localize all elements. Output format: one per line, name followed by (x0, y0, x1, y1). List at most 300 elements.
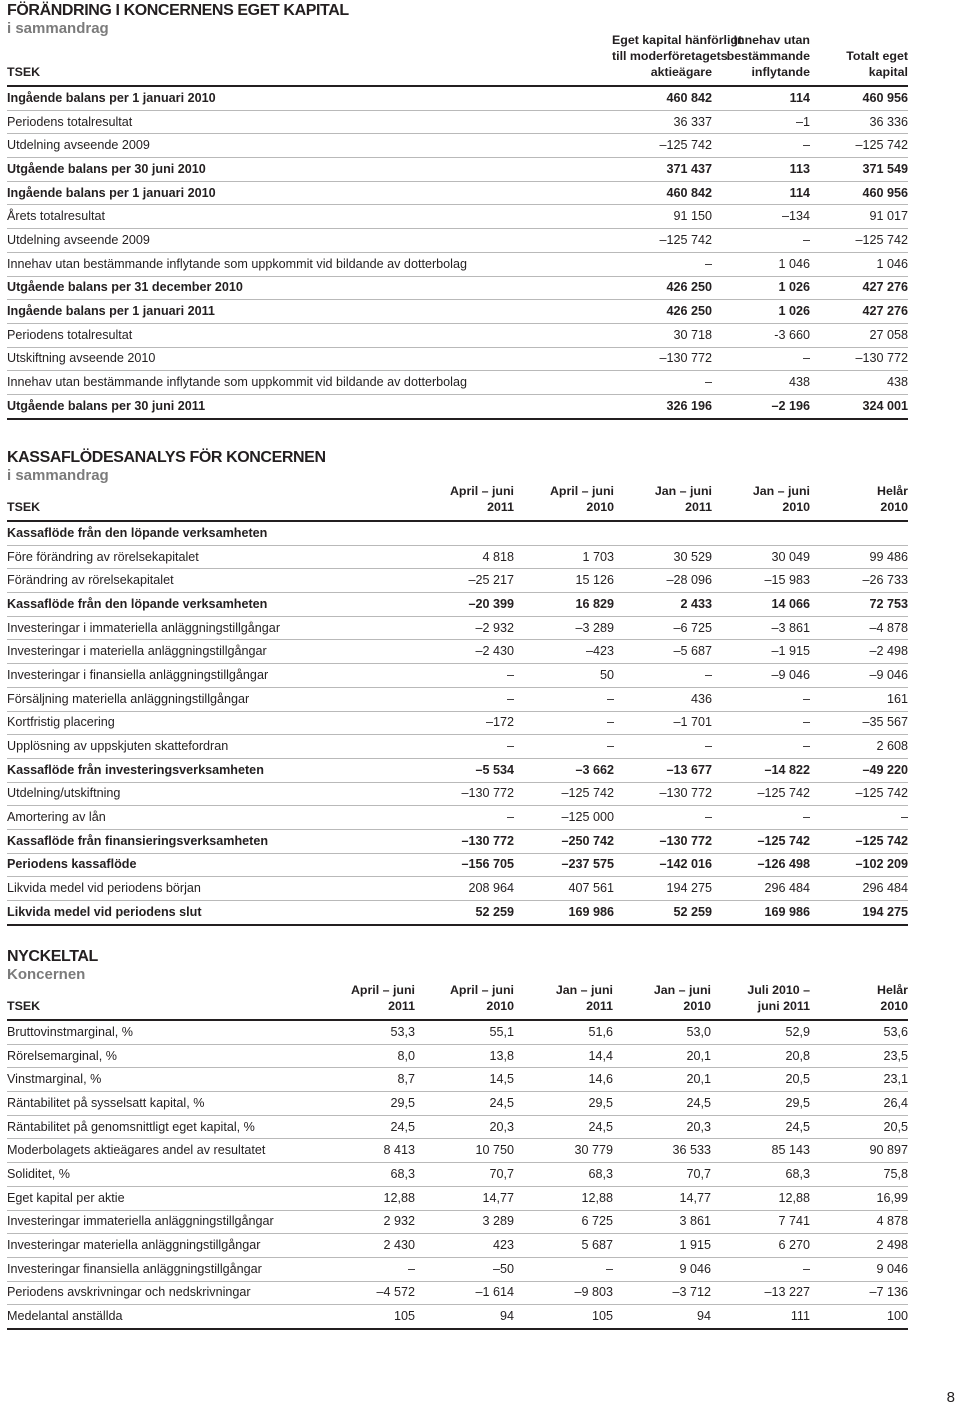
row-label: Utdelning avseende 2009 (7, 229, 612, 253)
cell-value: – (614, 735, 712, 759)
cell-value: –130 772 (417, 782, 514, 806)
table-row (7, 1139, 908, 1163)
cell-value: –4 878 (810, 616, 908, 640)
cell-value: 7 741 (711, 1210, 810, 1234)
cell-value: –250 742 (514, 829, 614, 853)
cell-value: 2 433 (614, 593, 712, 617)
cell-value: 208 964 (417, 877, 514, 901)
cell-value: –102 209 (810, 853, 908, 877)
cell-value: 52 259 (417, 901, 514, 925)
cell-value: –9 803 (514, 1281, 613, 1305)
table-row (7, 687, 908, 711)
row-label: Kassaflöde från finansieringsverksamheten (7, 829, 417, 853)
table-row (7, 711, 908, 735)
table-row (7, 782, 908, 806)
cell-value: –13 227 (711, 1281, 810, 1305)
cell-value: 2 608 (810, 735, 908, 759)
column-header-line: bestämmande (726, 49, 810, 63)
column-header (317, 982, 415, 1020)
cell-value: –1 701 (614, 711, 712, 735)
cell-value: 1 046 (810, 252, 908, 276)
cell-value: –125 742 (810, 229, 908, 253)
table-row (7, 158, 908, 182)
table-row (7, 569, 908, 593)
cell-value: 23,5 (810, 1044, 908, 1068)
cell-value: – (712, 806, 810, 830)
keyfigures-title: NYCKELTAL (7, 948, 98, 965)
cell-value: –130 772 (612, 347, 712, 371)
cell-value: 460 842 (612, 86, 712, 110)
cell-value: –423 (514, 640, 614, 664)
table-row (7, 1281, 908, 1305)
cell-value: 24,5 (317, 1115, 415, 1139)
column-header (810, 982, 908, 1020)
row-label: Utdelning/utskiftning (7, 782, 417, 806)
cell-value: – (712, 134, 810, 158)
table-row (7, 806, 908, 830)
cell-value: 55,1 (415, 1020, 514, 1044)
cell-value: 14,6 (514, 1068, 613, 1092)
table-row (7, 1115, 908, 1139)
row-label: Ingående balans per 1 januari 2011 (7, 300, 612, 324)
cell-value: 70,7 (415, 1163, 514, 1187)
cell-value: 14,77 (613, 1186, 711, 1210)
cell-value: –2 932 (417, 616, 514, 640)
cell-value: –237 575 (514, 853, 614, 877)
table-row (7, 735, 908, 759)
cell-value: 194 275 (614, 877, 712, 901)
cell-value: –1 915 (712, 640, 810, 664)
column-header-line: Helår (877, 484, 908, 498)
cell-value: –50 (415, 1257, 514, 1281)
cell-value: 14,5 (415, 1068, 514, 1092)
cell-value: 5 687 (514, 1234, 613, 1258)
cell-value: 91 017 (810, 205, 908, 229)
table-row (7, 1068, 908, 1092)
cell-value: 36 533 (613, 1139, 711, 1163)
cell-value: 51,6 (514, 1020, 613, 1044)
cell-value: – (711, 1257, 810, 1281)
row-label: Rörelsemarginal, % (7, 1044, 317, 1068)
equity-subtitle: i sammandrag (7, 20, 109, 37)
cell-value: – (514, 1257, 613, 1281)
cell-value: –28 096 (614, 569, 712, 593)
unit-label: TSEK (7, 32, 612, 86)
column-header-line: 2010 (880, 500, 908, 514)
column-header-line: Jan – juni (653, 983, 711, 997)
cell-value: 53,3 (317, 1020, 415, 1044)
row-label: Räntabilitet på sysselsatt kapital, % (7, 1092, 317, 1116)
column-header-line: 2010 (683, 999, 711, 1013)
cell-value: 371 437 (612, 158, 712, 182)
table-row (7, 640, 908, 664)
column-header (415, 982, 514, 1020)
cell-value: –20 399 (417, 593, 514, 617)
cell-value: 23,1 (810, 1068, 908, 1092)
row-label: Likvida medel vid periodens början (7, 877, 417, 901)
section-caption: Kassaflöde från den löpande verksamheten (7, 521, 908, 545)
table-row (7, 1210, 908, 1234)
cell-value: 53,6 (810, 1020, 908, 1044)
row-label: Förändring av rörelsekapitalet (7, 569, 417, 593)
cell-value: –13 677 (614, 758, 712, 782)
cell-value: 14 066 (712, 593, 810, 617)
cell-value: -3 660 (712, 323, 810, 347)
cell-value: 24,5 (711, 1115, 810, 1139)
column-header-line: Eget kapital hänförligt (612, 33, 743, 47)
row-label: Soliditet, % (7, 1163, 317, 1187)
table-row (7, 829, 908, 853)
page-number: 8 (946, 1389, 955, 1406)
cell-value: 1 026 (712, 276, 810, 300)
cell-value: –125 742 (514, 782, 614, 806)
row-label: Periodens kassaflöde (7, 853, 417, 877)
cell-value: 12,88 (711, 1186, 810, 1210)
column-header-line: till moderföretagets (612, 49, 728, 63)
column-header (614, 483, 712, 521)
cell-value: 460 956 (810, 86, 908, 110)
column-header (612, 32, 743, 86)
column-header-line: juni 2011 (757, 999, 810, 1013)
cell-value: 26,4 (810, 1092, 908, 1116)
cell-value: 427 276 (810, 300, 908, 324)
cashflow-section (7, 449, 908, 926)
cell-value: 20,3 (415, 1115, 514, 1139)
row-label: Eget kapital per aktie (7, 1186, 317, 1210)
cashflow-subtitle: i sammandrag (7, 467, 109, 484)
table-row (7, 1186, 908, 1210)
cell-value: 2 932 (317, 1210, 415, 1234)
cell-value: –125 742 (810, 782, 908, 806)
cell-value: –6 725 (614, 616, 712, 640)
cell-value: 68,3 (317, 1163, 415, 1187)
cell-value: 4 818 (417, 545, 514, 569)
cell-value: 407 561 (514, 877, 614, 901)
cell-value: 426 250 (612, 300, 712, 324)
row-label: Moderbolagets aktieägares andel av resultatet (7, 1139, 317, 1163)
cell-value: – (417, 687, 514, 711)
row-label: Kortfristig placering (7, 711, 417, 735)
column-header-line (810, 32, 908, 48)
cell-value: –2 498 (810, 640, 908, 664)
column-header-line: Totalt eget (846, 49, 908, 63)
cell-value: 326 196 (612, 394, 712, 418)
column-header (514, 483, 614, 521)
cell-value: –49 220 (810, 758, 908, 782)
row-label: Innehav utan bestämmande inflytande som uppkommit vid bildande av dotterbolag (7, 252, 612, 276)
cashflow-table (7, 483, 908, 926)
cell-value: – (614, 664, 712, 688)
cell-value: –3 289 (514, 616, 614, 640)
row-label: Investeringar finansiella anläggningstillgångar (7, 1257, 317, 1281)
column-header-line: 2011 (388, 999, 415, 1013)
keyfigures-header-row (7, 982, 908, 1020)
cell-value: 52 259 (614, 901, 712, 925)
row-label: Investeringar i immateriella anläggningstillgångar (7, 616, 417, 640)
cell-value: 72 753 (810, 593, 908, 617)
column-header-line: Juli 2010 – (747, 983, 810, 997)
cell-value: 70,7 (613, 1163, 711, 1187)
cell-value: 460 842 (612, 181, 712, 205)
row-label: Investeringar materiella anläggningstillgångar (7, 1234, 317, 1258)
cell-value: 29,5 (514, 1092, 613, 1116)
column-header-line: kapital (868, 65, 908, 79)
row-label: Innehav utan bestämmande inflytande som uppkommit vid bildande av dotterbolag (7, 371, 612, 395)
cell-value: 94 (613, 1305, 711, 1329)
cell-value: 1 703 (514, 545, 614, 569)
table-row (7, 394, 908, 418)
table-row (7, 758, 908, 782)
cell-value: 94 (415, 1305, 514, 1329)
column-header-line: aktieägare (650, 65, 712, 79)
cell-value: –2 196 (712, 394, 810, 418)
cell-value: –134 (712, 205, 810, 229)
column-header-line: 2010 (586, 500, 614, 514)
table-row (7, 371, 908, 395)
row-label: Räntabilitet på genomsnittligt eget kapital, % (7, 1115, 317, 1139)
cell-value: 111 (711, 1305, 810, 1329)
cell-value: 50 (514, 664, 614, 688)
cell-value: – (417, 735, 514, 759)
cell-value: –1 (712, 110, 810, 134)
table-row (7, 1163, 908, 1187)
cell-value: 68,3 (514, 1163, 613, 1187)
column-header-line: 2011 (685, 500, 712, 514)
cell-value: 29,5 (317, 1092, 415, 1116)
cell-value: – (712, 735, 810, 759)
cell-value: –5 687 (614, 640, 712, 664)
cell-value: 30 779 (514, 1139, 613, 1163)
column-header-line: Innehav utan (733, 33, 810, 47)
cell-value: 10 750 (415, 1139, 514, 1163)
cell-value: 169 986 (712, 901, 810, 925)
column-header-line: 2011 (487, 500, 514, 514)
cell-value: 91 150 (612, 205, 712, 229)
cell-value: –125 742 (712, 829, 810, 853)
cell-value: –3 712 (613, 1281, 711, 1305)
table-row (7, 1257, 908, 1281)
cell-value: 36 337 (612, 110, 712, 134)
cell-value: 2 430 (317, 1234, 415, 1258)
cell-value: 423 (415, 1234, 514, 1258)
cell-value: 30 049 (712, 545, 810, 569)
column-header-line: April – juni (449, 484, 514, 498)
cell-value: 2 498 (810, 1234, 908, 1258)
column-header-line: Jan – juni (752, 484, 810, 498)
cell-value: 9 046 (810, 1257, 908, 1281)
row-label: Utdelning avseende 2009 (7, 134, 612, 158)
cashflow-header-row (7, 483, 908, 521)
cell-value: 12,88 (317, 1186, 415, 1210)
cell-value: 30 718 (612, 323, 712, 347)
column-header (417, 483, 514, 521)
column-header (810, 483, 908, 521)
cell-value: –130 772 (417, 829, 514, 853)
keyfigures-subtitle: Koncernen (7, 966, 86, 983)
table-row (7, 276, 908, 300)
cell-value: – (317, 1257, 415, 1281)
cell-value: 20,1 (613, 1068, 711, 1092)
cell-value: –35 567 (810, 711, 908, 735)
cell-value: 460 956 (810, 181, 908, 205)
cell-value: 13,8 (415, 1044, 514, 1068)
cell-value: 105 (514, 1305, 613, 1329)
cell-value: 75,8 (810, 1163, 908, 1187)
column-header-line: 2010 (486, 999, 514, 1013)
cell-value: 296 484 (810, 877, 908, 901)
row-label: Utgående balans per 30 juni 2010 (7, 158, 612, 182)
cell-value: 100 (810, 1305, 908, 1329)
cell-value: 16,99 (810, 1186, 908, 1210)
cell-value: 4 878 (810, 1210, 908, 1234)
cell-value: 14,4 (514, 1044, 613, 1068)
cell-value: 12,88 (514, 1186, 613, 1210)
cell-value: –3 662 (514, 758, 614, 782)
table-row (7, 181, 908, 205)
cell-value: –14 822 (712, 758, 810, 782)
cell-value: –25 217 (417, 569, 514, 593)
cell-value: 8,0 (317, 1044, 415, 1068)
cell-value: –1 614 (415, 1281, 514, 1305)
cell-value: 1 046 (712, 252, 810, 276)
cell-value: 114 (712, 181, 810, 205)
cell-value: 3 861 (613, 1210, 711, 1234)
cell-value: 14,77 (415, 1186, 514, 1210)
equity-section (7, 2, 908, 420)
cell-value: 36 336 (810, 110, 908, 134)
cell-value: 324 001 (810, 394, 908, 418)
cell-value: –4 572 (317, 1281, 415, 1305)
table-row (7, 205, 908, 229)
cell-value: –125 742 (712, 782, 810, 806)
row-label: Periodens totalresultat (7, 323, 612, 347)
table-row (7, 1092, 908, 1116)
row-label: Periodens totalresultat (7, 110, 612, 134)
cell-value: – (417, 664, 514, 688)
row-label: Medelantal anställda (7, 1305, 317, 1329)
row-label: Utgående balans per 30 juni 2011 (7, 394, 612, 418)
row-label: Upplösning av uppskjuten skattefordran (7, 735, 417, 759)
cell-value: 99 486 (810, 545, 908, 569)
row-label: Amortering av lån (7, 806, 417, 830)
cell-value: 20,1 (613, 1044, 711, 1068)
row-label: Utgående balans per 31 december 2010 (7, 276, 612, 300)
table-row (7, 877, 908, 901)
cell-value: – (712, 347, 810, 371)
cell-value: – (712, 229, 810, 253)
cell-value: 24,5 (415, 1092, 514, 1116)
equity-table (7, 32, 908, 420)
cell-value: – (612, 252, 712, 276)
cell-value: –172 (417, 711, 514, 735)
cell-value: 16 829 (514, 593, 614, 617)
cell-value: –125 742 (810, 829, 908, 853)
row-label: Kassaflöde från investeringsverksamheten (7, 758, 417, 782)
cell-value: –26 733 (810, 569, 908, 593)
cell-value: – (612, 371, 712, 395)
table-row (7, 616, 908, 640)
unit-label: TSEK (7, 982, 317, 1020)
column-header-line: April – juni (350, 983, 415, 997)
cell-value: 6 725 (514, 1210, 613, 1234)
cell-value: 371 549 (810, 158, 908, 182)
cell-value: 8 413 (317, 1139, 415, 1163)
cell-value: 90 897 (810, 1139, 908, 1163)
column-header-line: inflytande (751, 65, 810, 79)
row-label: Investeringar immateriella anläggningstillgångar (7, 1210, 317, 1234)
cell-value: 29,5 (711, 1092, 810, 1116)
column-header-line: April – juni (449, 983, 514, 997)
table-row (7, 252, 908, 276)
cell-value: 53,0 (613, 1020, 711, 1044)
cell-value: –130 772 (810, 347, 908, 371)
cell-value: 438 (810, 371, 908, 395)
table-row (7, 1234, 908, 1258)
cell-value: –126 498 (712, 853, 810, 877)
column-header-line: Jan – juni (555, 983, 613, 997)
table-row (7, 347, 908, 371)
column-header-line: Helår (877, 983, 908, 997)
row-label: Vinstmarginal, % (7, 1068, 317, 1092)
cell-value: –130 772 (614, 829, 712, 853)
equity-header-row (7, 32, 908, 86)
cell-value: –125 742 (810, 134, 908, 158)
cell-value: – (417, 806, 514, 830)
cell-value: – (810, 806, 908, 830)
row-label: Utskiftning avseende 2010 (7, 347, 612, 371)
column-header (514, 982, 613, 1020)
cell-value: 114 (712, 86, 810, 110)
table-row (7, 853, 908, 877)
cell-value: – (514, 735, 614, 759)
cell-value: 15 126 (514, 569, 614, 593)
table-row (7, 901, 908, 925)
cell-value: –9 046 (712, 664, 810, 688)
table-row (7, 229, 908, 253)
equity-title: FÖRÄNDRING I KONCERNENS EGET KAPITAL (7, 2, 349, 19)
cell-value: 20,8 (711, 1044, 810, 1068)
table-row (7, 1305, 908, 1329)
cell-value: 27 058 (810, 323, 908, 347)
row-label: Periodens avskrivningar och nedskrivningar (7, 1281, 317, 1305)
cell-value: 30 529 (614, 545, 712, 569)
cell-value: – (514, 711, 614, 735)
row-label: Ingående balans per 1 januari 2010 (7, 181, 612, 205)
cell-value: 68,3 (711, 1163, 810, 1187)
table-row (7, 545, 908, 569)
column-header-line: 2011 (586, 999, 613, 1013)
column-header (810, 32, 908, 86)
column-header (711, 982, 810, 1020)
row-label: Försäljning materiella anläggningstillgångar (7, 687, 417, 711)
cell-value: 427 276 (810, 276, 908, 300)
row-label: Bruttovinstmarginal, % (7, 1020, 317, 1044)
row-label: Före förändring av rörelsekapitalet (7, 545, 417, 569)
cell-value: 296 484 (712, 877, 810, 901)
cell-value: –7 136 (810, 1281, 908, 1305)
cell-value: 20,3 (613, 1115, 711, 1139)
column-header-line: 2010 (880, 999, 908, 1013)
cashflow-title: KASSAFLÖDESANALYS FÖR KONCERNEN (7, 449, 326, 466)
cell-value: – (614, 806, 712, 830)
cell-value: –156 705 (417, 853, 514, 877)
cell-value: –3 861 (712, 616, 810, 640)
cell-value: –5 534 (417, 758, 514, 782)
table-row (7, 593, 908, 617)
cell-value: –142 016 (614, 853, 712, 877)
cell-value: 9 046 (613, 1257, 711, 1281)
table-row (7, 134, 908, 158)
